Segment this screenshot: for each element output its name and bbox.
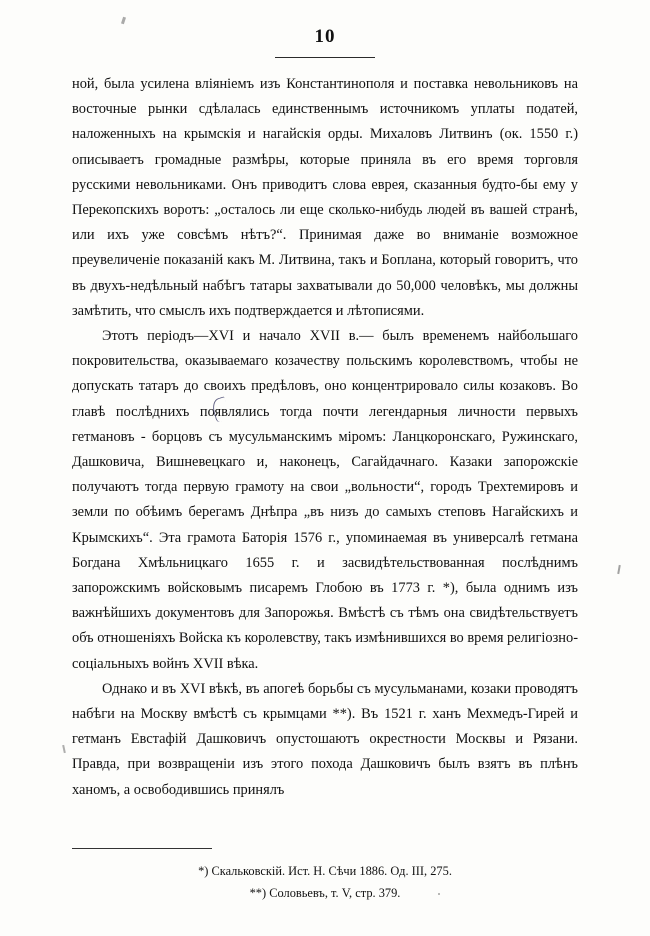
page-body: [72, 72, 578, 803]
header-divider: [275, 57, 375, 58]
paragraph: Этотъ періодъ—XVI и начало XVII в.— былъ временемъ найбольшаго покровительства, оказываемаго козачеству польскимъ королевствомъ, чтобы не допускать татаръ до своихъ предѣловъ, оно концентрировало силы козаковъ. Во главѣ послѣднихъ появлялись тогда почти легендарныя личности первыхъ гетмановъ - борцовъ съ мусульманскимъ міромъ: Ланцкоронскаго, Ружинскаго, Дашковича, Вишневецкаго и, наконецъ, Сагайдачнаго. Казаки запорожскіе получаютъ тогда первую грамоту на свои „вольности“, городъ Трехтемировъ и земли по обѣимъ берегамъ Днѣпра „въ низъ до самыхъ степовъ Нагайскихъ и Крымскихъ“. Эта грамота Баторія 1576 г., упоминаемая въ универсалѣ гетмана Богдана Хмѣльницкаго 1655 г. и засвидѣтельствованная послѣднимъ запорожскимъ войсковымъ писаремъ Глобою въ 1773 г. *), была однимъ изъ важнѣйшихъ документовъ для Запорожья. Вмѣстѣ съ тѣмъ она свидѣтельствуетъ объ отношеніяхъ Войска къ королевству, такъ измѣнившихся во время религіозно-соціальныхъ войнъ XVII вѣка.: [72, 328, 578, 672]
paragraph: ной, была усилена вліяніемъ изъ Константинополя и поставка невольниковъ на восточные рынки сдѣлалась единственнымъ источникомъ уплаты податей, наложенныхъ на крымскія и нагайскія орды. Михаловъ Литвинъ (ок. 1550 г.) описываетъ громадные размѣры, которые приняла въ его время торговля русскими невольниками. Онъ приводитъ слова еврея, сказанныя будто-бы ему у Перекопскихъ воротъ: „осталось ли еще сколько-нибудь людей въ вашей странѣ, или ихъ уже совсѣмъ нѣтъ?“. Принимая даже во вниманіе возможное преувеличеніе показаній какъ М. Литвина, такъ и Боплана, который говоритъ, что въ двухъ-недѣльный набѣгъ татары захватывали до 50,000 человѣкъ, мы должны замѣтить, что смыслъ ихъ подтверждается и лѣтописями.: [72, 76, 578, 319]
footnote-block: [72, 860, 578, 904]
stray-ink-dot: [438, 893, 440, 895]
stray-pen-mark-left: [62, 745, 66, 753]
stray-pen-mark-top: [121, 17, 126, 25]
stray-pen-mark-right: [617, 565, 621, 574]
footnote-item: *) Скальковскій. Ист. Н. Сѣчи 1886. Од. III, 275.: [198, 864, 452, 878]
footnote-divider: [72, 848, 212, 849]
paragraph: Однако и въ XVI вѣкѣ, въ апогеѣ борьбы съ мусульманами, козаки проводятъ набѣги на Москву вмѣстѣ съ крымцами **). Въ 1521 г. ханъ Мехмедъ-Гирей и гетманъ Евстафій Дашковичъ опустошаютъ окрестности Москвы и Рязани. Правда, при возвращеніи изъ этого похода Дашковичъ былъ взятъ въ плѣнъ ханомъ, а освободившись принялъ: [72, 680, 578, 798]
page-number: 10: [314, 26, 336, 47]
footnote-item: **) Соловьевъ, т. V, стр. 379.: [249, 886, 401, 900]
